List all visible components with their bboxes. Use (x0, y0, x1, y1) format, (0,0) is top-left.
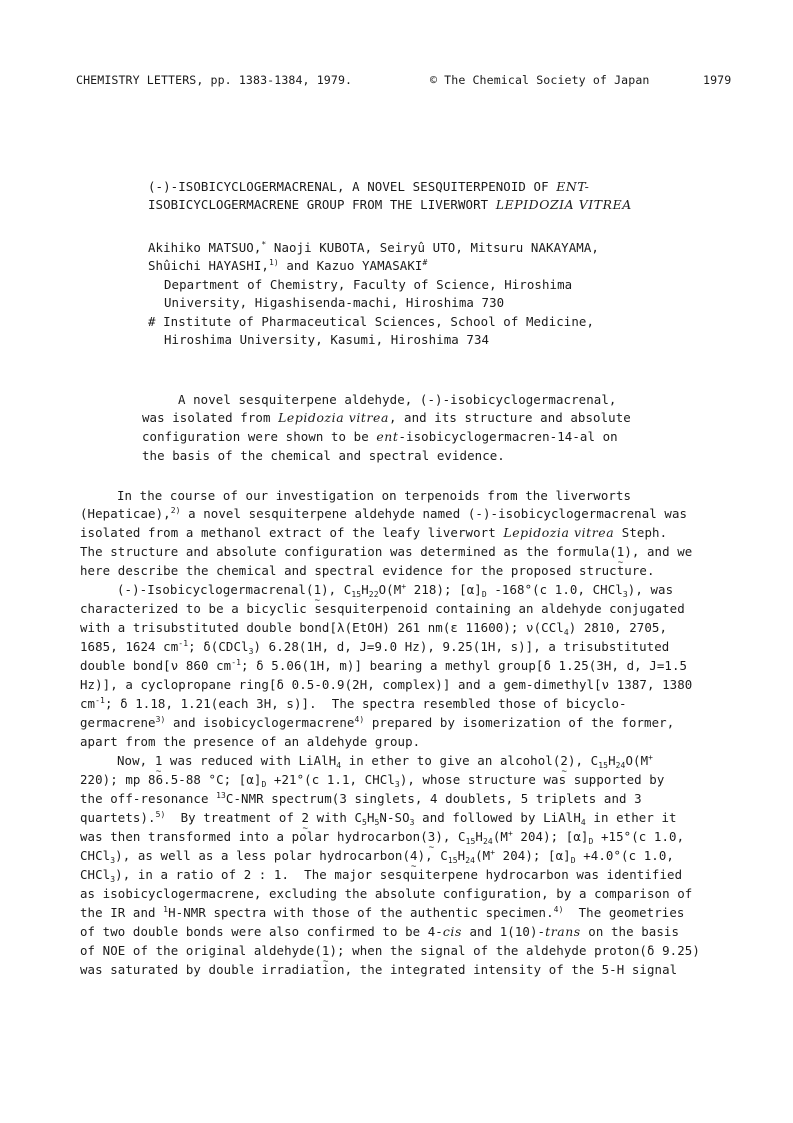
body-line: with a trisubstituted double bond[λ(EtOH) 261 nm(ε 11600); ν(CCl$_4$) 2810, 2705, (80, 620, 668, 637)
affiliation-line-2: University, Higashisenda-machi, Hiroshima 730 (164, 295, 505, 310)
body-line: (Hepaticae),$^{2)}$ a novel sesquiterpene aldehyde named (-)-isobicyclogermacrenal was (80, 506, 688, 521)
body-line: here describe the chemical and spectral evidence for the proposed structure. (80, 563, 655, 578)
body-line: CHCl$_3$), as well as a less polar hydrocarbon(4 ~), $C_{15}H_{24}(M^+$ 204); $[\alpha]_D +4.0^\circ(c$ 1.0, (80, 848, 674, 863)
body-line: The structure and absolute configuration was determined as the formula(1 ~), and we (80, 544, 692, 559)
body-line: characterized to be a bicyclic sesquiterpenoid containing an aldehyde conjugated (80, 601, 685, 616)
body-line: as isobicyclogermacrene, excluding the absolute configuration, by a comparison of (80, 886, 693, 901)
body-line: CHCl$_3$), in a ratio of 2 : 1. The major sesquiterpene hydrocarbon was identified (80, 867, 683, 884)
body-line: double bond[ν 860 $cm^{-1}$; δ 5.06(1H, m)] bearing a methyl group[δ 1.25(3H, d, J=1.5 (80, 658, 688, 673)
body-line: isolated from a methanol extract of the leafy liverwort Lepidozia vitrea Steph. (80, 525, 668, 540)
body-line: In the course of our investigation on terpenoids from the liverworts (117, 488, 632, 503)
abstract-line-1: A novel sesquiterpene aldehyde, (-)-isobicyclogermacrenal, (178, 392, 617, 407)
abstract-line-4: the basis of the chemical and spectral evidence. (142, 448, 505, 463)
abstract-line-3: configuration were shown to be ent-isobicyclogermacren-14-al on (142, 429, 618, 444)
body-line: Hz)], a cyclopropane ring[δ 0.5-0.9(2H, complex)] and a gem-dimethyl[ν 1387, 1380 (80, 677, 693, 692)
affiliation-line-4: Hiroshima University, Kasumi, Hiroshima 734 (164, 332, 490, 347)
body-line: quartets).$^{5)}$ By treatment of 2 ~ with $C_5H_5N-SO_3$ and followed by LiAlH$_4$ in ether it (80, 810, 677, 825)
journal-citation: CHEMISTRY LETTERS, pp. 1383-1384, 1979. (76, 73, 353, 87)
body-line: was saturated by double irradiation, the integrated intensity of the 5-H signal (80, 962, 678, 977)
body-line: the off-resonance $^{13}$C-NMR spectrum(3 singlets, 4 doublets, 5 triplets and 3 (80, 791, 642, 806)
body-line: 1685, 1624 $cm^{-1}$; δ(CDCl$_3$) 6.28(1H, d, J=9.0 Hz), 9.25(1H, s)], a trisubstituted (80, 639, 670, 656)
copyright-notice: © The Chemical Society of Japan (430, 73, 650, 87)
author-line-2: Shûichi HAYASHI,$^{1)}$ and Kazuo YAMASAKI# (148, 258, 428, 273)
affiliation-line-3: # Institute of Pharmaceutical Sciences, School of Medicine, (148, 314, 595, 329)
body-line: of NOE of the original aldehyde(1 ~); when the signal of the aldehyde proton(δ 9.25) (80, 943, 700, 958)
paper-title-line-1: (-)-ISOBICYCLOGERMACRENAL, A NOVEL SESQUITERPENOID OF ENT- (148, 179, 590, 194)
body-line: germacrene$^{3)}$ and isobicyclogermacrene$^{4)}$ prepared by isomerization of the former, (80, 715, 675, 730)
body-line: of two double bonds were also confirmed to be 4-cis and 1(10)-trans on the basis (80, 924, 680, 939)
body-line: the IR and $^1$H-NMR spectra with those of the authentic specimen.$^{4)}$ The geometries (80, 905, 685, 920)
author-line-1: Akihiko MATSUO,* Naoji KUBOTA, Seiryû UTO, Mitsuru NAKAYAMA, (148, 240, 599, 255)
body-line: (-)-Isobicyclogermacrenal(1 ~), $C_{15}H_{22}O(M^+$ 218); $[\alpha]_D$ -168°(c 1.0, CHCl$_3$), was (117, 582, 673, 597)
paper-title-line-2: ISOBICYCLOGERMACRENE GROUP FROM THE LIVERWORT LEPIDOZIA VITREA (148, 197, 632, 212)
abstract-line-2: was isolated from Lepidozia vitrea, and its structure and absolute (142, 410, 631, 425)
page-year: 1979 (703, 73, 732, 87)
body-line: was then transformed into a polar hydrocarbon(3 ~), $C_{15}H_{24}(M^+$ 204); $[\alpha]_D +15^\circ(c$ 1.0, (80, 829, 684, 844)
body-line: apart from the presence of an aldehyde group. (80, 734, 421, 749)
body-line: Now, 1 ~ was reduced with LiAlH$_4$ in ether to give an alcohol(2 ~), $C_{15}H_{24}O(M^+$ (117, 753, 653, 768)
affiliation-line-1: Department of Chemistry, Faculty of Science, Hiroshima (164, 277, 573, 292)
body-line: $cm^{-1}$; δ 1.18, 1.21(each 3H, s)]. The spectra resembled those of bicyclo- (80, 696, 627, 711)
body-line: 220); mp 86.5-88 °C; $[\alpha]_D +21^\circ(c$ 1.1, CHCl$_3$), whose structure was supported by (80, 772, 665, 789)
